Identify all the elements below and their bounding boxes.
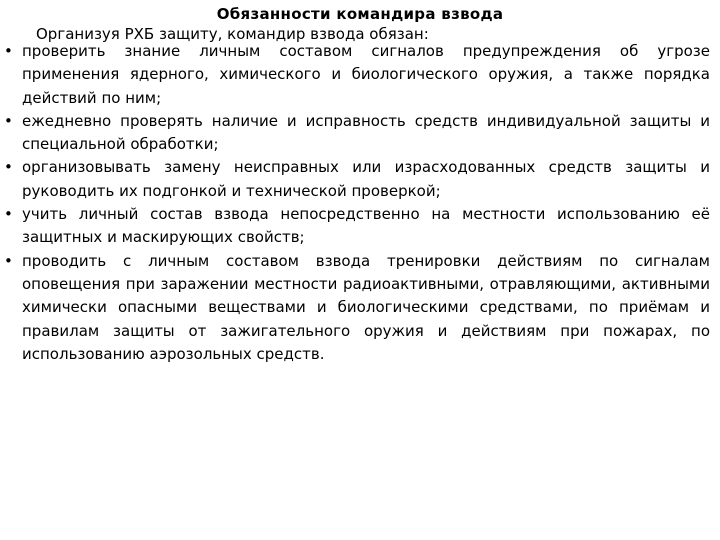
list-item-text: проверить знание личным составом сигналов предупреждения об угрозе применения ядерного, химического и биологического оружия, а также порядка действий по ним; [22,42,710,107]
list-item [0,250,720,366]
bullet-icon: • [4,111,13,130]
list-item [0,40,720,110]
list-item [0,110,720,157]
bullet-icon: • [4,158,13,177]
bullet-icon: • [4,205,13,224]
slide-title: Обязанности командира взвода [216,5,504,23]
duties-list [0,40,720,366]
list-item-text: ежедневно проверять наличие и исправность средств индивидуальной защиты и специальной обработки; [22,111,710,154]
bullet-icon: • [4,42,13,60]
bullet-icon: • [4,251,13,270]
intro-text: Организуя РХБ защиту, командир взвода обязан: [36,25,429,43]
list-item-text: организовывать замену неисправных или израсходованных средств защиты и руководить их подгонкой и технической проверкой; [22,158,710,200]
list-item [0,203,720,250]
list-item-text: учить личный состав взвода непосредственно на местности использованию её защитных и маскирующих свойств; [22,205,710,247]
list-item [0,156,720,203]
list-item-text: проводить с личным составом взвода тренировки действиям по сигналам оповещения при заражении местности радиоактивными, отравляющими, активными химически опасными веществами и биологическими средствами, по приёмам и правилам защиты от зажигательного оружия и действиям при пожарах, по использованию аэрозольных средств. [22,251,710,363]
